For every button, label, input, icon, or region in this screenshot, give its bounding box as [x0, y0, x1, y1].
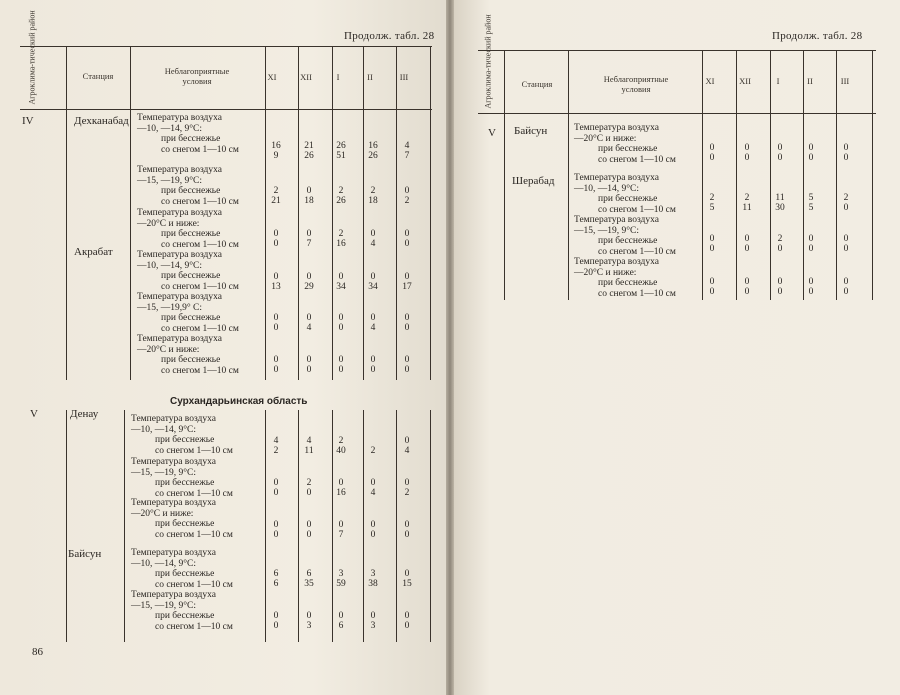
table-cell-value: 2 — [306, 478, 312, 488]
condition-line: —10, —14, 9°С: — [574, 183, 640, 194]
table-cell-value: 26 — [336, 196, 346, 206]
zone-label: IV — [22, 115, 34, 127]
table-cell-value: 0 — [404, 355, 410, 365]
table-cell-value: 0 — [843, 153, 849, 163]
condition-line: при бесснежье — [161, 271, 221, 281]
table-cell-value: 0 — [404, 478, 410, 488]
condition-line: Температура воздуха — [137, 250, 222, 260]
condition-line: со снегом 1—10 см — [155, 579, 233, 590]
table-cell-value: 0 — [338, 323, 344, 333]
month-column-line — [872, 50, 873, 300]
table-cell-value: 35 — [304, 579, 314, 589]
table-cell-value: 38 — [368, 579, 378, 589]
table-cell-value: 0 — [306, 365, 312, 375]
condition-line: при бесснежье — [155, 478, 215, 488]
station-column-line-top — [130, 46, 131, 380]
table-cell-value: 7 — [404, 151, 410, 161]
condition-line: Температура воздуха — [574, 257, 659, 267]
condition-line: —20°С и ниже: — [137, 344, 200, 355]
condition-line: Температура воздуха — [137, 292, 222, 302]
condition-line: Температура воздуха — [137, 165, 222, 175]
condition-line: со снегом 1—10 см — [161, 281, 239, 292]
condition-line: при бесснежье — [598, 194, 658, 204]
table-cell-value: 21 — [304, 141, 314, 151]
table-cell-value: 0 — [306, 488, 312, 498]
table-cell-value: 11 — [742, 203, 752, 213]
condition-line: со снегом 1—10 см — [161, 365, 239, 376]
table-cell-value: 0 — [404, 520, 410, 530]
table-cell-value: 2 — [404, 196, 410, 206]
table-cell-value: 2 — [338, 186, 344, 196]
condition-line: при бесснежье — [155, 569, 215, 579]
table-cell-value: 2 — [338, 436, 344, 446]
table-cell-value: 0 — [338, 520, 344, 530]
condition-line: при бесснежье — [155, 519, 215, 529]
header-month: XI — [267, 72, 277, 82]
table-cell-value: 4 — [370, 323, 376, 333]
table-cell-value: 2 — [777, 234, 783, 244]
region-heading: Сурхандарьинская область — [170, 396, 308, 407]
table-cell-value: 34 — [368, 282, 378, 292]
condition-line: —10, —14, 9°С: — [131, 424, 197, 435]
table-cell-value: 0 — [273, 272, 279, 282]
condition-text — [137, 334, 239, 376]
table-cell-value: 0 — [306, 611, 312, 621]
table-cell-value: 0 — [709, 277, 715, 287]
table-cell-value: 29 — [304, 282, 314, 292]
page-number: 86 — [32, 646, 43, 658]
table-cell-value: 3 — [370, 621, 376, 631]
condition-line: со снегом 1—10 см — [155, 621, 233, 632]
header-station: Станция — [521, 79, 553, 89]
condition-text — [574, 257, 676, 299]
condition-text — [131, 498, 233, 540]
table-cell-value: 0 — [306, 272, 312, 282]
condition-line: Температура воздуха — [131, 414, 216, 424]
table-cell-value: 2 — [744, 193, 750, 203]
month-column-line — [363, 410, 364, 642]
table-cell-value: 0 — [338, 272, 344, 282]
zone-column-line-top — [66, 46, 67, 380]
station-column-line — [568, 50, 569, 300]
table-cell-value: 0 — [744, 153, 750, 163]
table-cell-value: 26 — [336, 141, 346, 151]
table-cell-value: 6 — [338, 621, 344, 631]
header-month: II — [807, 76, 813, 86]
table-cell-value: 11 — [775, 193, 785, 203]
table-cell-value: 0 — [777, 277, 783, 287]
table-header-rule — [478, 113, 876, 114]
table-cell-value: 0 — [744, 244, 750, 254]
header-zone: Агроклима-тический район — [27, 10, 37, 105]
condition-text — [137, 165, 239, 207]
condition-line: —10, —14, 9°С: — [131, 558, 197, 569]
table-cell-value: 0 — [273, 355, 279, 365]
table-cell-value: 2 — [843, 193, 849, 203]
condition-line: —15, —19, 9°С: — [131, 600, 197, 611]
zone-label: V — [30, 408, 38, 420]
condition-line: —15, —19, 9°С: — [137, 175, 203, 186]
table-cell-value: 16 — [336, 239, 346, 249]
table-cell-value: 21 — [271, 196, 281, 206]
left-page — [0, 0, 446, 695]
condition-line: —15, —19, 9°С: — [574, 225, 640, 236]
month-column-line — [702, 50, 703, 300]
header-conditions-1: Неблагоприятные — [164, 66, 230, 76]
condition-line: со снегом 1—10 см — [155, 488, 233, 499]
table-cell-value: 0 — [744, 277, 750, 287]
condition-line: со снегом 1—10 см — [155, 445, 233, 456]
condition-text — [137, 292, 239, 334]
table-cell-value: 0 — [404, 229, 410, 239]
table-cell-value: 0 — [404, 436, 410, 446]
table-cell-value: 3 — [370, 569, 376, 579]
header-month: I — [336, 72, 340, 82]
table-cell-value: 51 — [336, 151, 346, 161]
table-cell-value: 0 — [404, 323, 410, 333]
table-cell-value: 7 — [338, 530, 344, 540]
table-cell-value: 0 — [808, 287, 814, 297]
condition-line: со снегом 1—10 см — [155, 529, 233, 540]
table-cell-value: 30 — [775, 203, 785, 213]
table-cell-value: 0 — [338, 611, 344, 621]
table-cell-value: 0 — [273, 488, 279, 498]
table-cell-value: 0 — [370, 272, 376, 282]
header-month: XII — [300, 72, 312, 82]
table-cell-value: 0 — [404, 569, 410, 579]
condition-line: Температура воздуха — [131, 548, 216, 558]
table-cell-value: 5 — [808, 203, 814, 213]
table-cell-value: 26 — [368, 151, 378, 161]
continuation-title: Продолж. табл. 28 — [772, 30, 863, 42]
month-column-line — [430, 410, 431, 642]
table-cell-value: 0 — [404, 365, 410, 375]
table-cell-value: 0 — [709, 234, 715, 244]
month-column-line — [396, 410, 397, 642]
table-cell-value: 34 — [336, 282, 346, 292]
zone-column-line — [504, 50, 505, 300]
table-cell-value: 0 — [404, 239, 410, 249]
table-cell-value: 0 — [306, 355, 312, 365]
table-cell-value: 2 — [709, 193, 715, 203]
header-zone: Агроклима-тический район — [483, 14, 493, 109]
zone-label: V — [488, 127, 496, 139]
table-cell-value: 0 — [370, 355, 376, 365]
table-cell-value: 4 — [306, 323, 312, 333]
table-cell-value: 0 — [744, 143, 750, 153]
condition-line: Температура воздуха — [131, 498, 216, 508]
table-cell-value: 2 — [370, 186, 376, 196]
table-cell-value: 3 — [338, 569, 344, 579]
header-conditions-2: условия — [621, 84, 651, 94]
condition-text — [574, 173, 676, 215]
condition-line: —20°С и ниже: — [574, 133, 637, 144]
condition-text — [137, 250, 239, 292]
table-cell-value: 0 — [843, 244, 849, 254]
header-month: III — [399, 72, 409, 82]
table-cell-value: 7 — [306, 239, 312, 249]
condition-line: Температура воздуха — [131, 590, 216, 600]
table-cell-value: 2 — [404, 488, 410, 498]
condition-line: Температура воздуха — [131, 457, 216, 467]
table-cell-value: 2 — [338, 229, 344, 239]
table-cell-value: 0 — [808, 143, 814, 153]
header-month: XI — [705, 76, 715, 86]
table-cell-value: 0 — [843, 143, 849, 153]
table-header-rule — [20, 109, 432, 110]
table-cell-value: 0 — [338, 355, 344, 365]
table-cell-value: 0 — [709, 143, 715, 153]
condition-line: Температура воздуха — [137, 334, 222, 344]
condition-line: Температура воздуха — [574, 123, 659, 133]
table-cell-value: 13 — [271, 282, 281, 292]
table-cell-value: 0 — [404, 313, 410, 323]
table-cell-value: 0 — [273, 611, 279, 621]
condition-line: при бесснежье — [155, 435, 215, 445]
condition-line: —15, —19,9° С: — [137, 302, 203, 313]
station-name: Акрабат — [74, 246, 113, 258]
table-cell-value: 40 — [336, 446, 346, 456]
table-cell-value: 0 — [744, 287, 750, 297]
table-cell-value: 4 — [370, 239, 376, 249]
table-cell-value: 0 — [709, 287, 715, 297]
condition-line: при бесснежье — [161, 355, 221, 365]
condition-line: со снегом 1—10 см — [161, 323, 239, 334]
zone-column-line-bottom — [66, 410, 67, 642]
condition-line: при бесснежье — [161, 229, 221, 239]
condition-line: со снегом 1—10 см — [598, 154, 676, 165]
table-cell-value: 4 — [306, 436, 312, 446]
table-cell-value: 0 — [370, 365, 376, 375]
table-cell-value: 0 — [777, 153, 783, 163]
table-cell-value: 0 — [338, 313, 344, 323]
condition-text — [574, 215, 676, 257]
table-cell-value: 0 — [306, 229, 312, 239]
table-cell-value: 0 — [273, 323, 279, 333]
table-cell-value: 0 — [273, 229, 279, 239]
table-cell-value: 0 — [306, 520, 312, 530]
month-column-line — [736, 50, 737, 300]
condition-line: при бесснежье — [161, 134, 221, 144]
continuation-title: Продолж. табл. 28 — [344, 30, 435, 42]
header-conditions-2: условия — [182, 76, 212, 86]
table-cell-value: 0 — [338, 478, 344, 488]
condition-line: —10, —14, 9°С: — [137, 123, 203, 134]
table-cell-value: 2 — [273, 446, 279, 456]
table-cell-value: 0 — [370, 611, 376, 621]
table-cell-value: 18 — [368, 196, 378, 206]
condition-text — [574, 123, 676, 165]
table-cell-value: 5 — [808, 193, 814, 203]
table-cell-value: 0 — [273, 478, 279, 488]
table-cell-value: 0 — [273, 621, 279, 631]
station-name: Дехканабад — [74, 115, 129, 127]
table-cell-value: 9 — [273, 151, 279, 161]
condition-line: со снегом 1—10 см — [598, 288, 676, 299]
condition-line: при бесснежье — [598, 278, 658, 288]
table-cell-value: 0 — [843, 234, 849, 244]
month-column-line — [770, 50, 771, 300]
table-cell-value: 0 — [843, 287, 849, 297]
table-cell-value: 0 — [777, 287, 783, 297]
header-station: Станция — [82, 71, 114, 81]
table-cell-value: 0 — [306, 186, 312, 196]
table-top-rule — [20, 46, 432, 47]
table-cell-value: 0 — [370, 530, 376, 540]
condition-text — [137, 113, 239, 155]
table-cell-value: 0 — [808, 244, 814, 254]
table-cell-value: 0 — [273, 530, 279, 540]
table-cell-value: 0 — [709, 244, 715, 254]
table-cell-value: 2 — [273, 186, 279, 196]
condition-line: при бесснежье — [155, 611, 215, 621]
condition-line: при бесснежье — [598, 144, 658, 154]
table-cell-value: 0 — [404, 530, 410, 540]
station-name: Байсун — [68, 548, 102, 560]
table-cell-value: 0 — [306, 313, 312, 323]
month-column-line — [396, 46, 397, 380]
table-cell-value: 2 — [370, 446, 376, 456]
condition-line: при бесснежье — [598, 236, 658, 246]
table-cell-value: 11 — [304, 446, 314, 456]
header-month: XII — [739, 76, 751, 86]
table-cell-value: 0 — [843, 203, 849, 213]
table-cell-value: 59 — [336, 579, 346, 589]
table-cell-value: 0 — [404, 272, 410, 282]
condition-text — [131, 548, 233, 590]
table-cell-value: 4 — [404, 141, 410, 151]
condition-line: Температура воздуха — [137, 208, 222, 218]
condition-line: —20°С и ниже: — [574, 267, 637, 278]
condition-line: —20°С и ниже: — [137, 218, 200, 229]
month-column-line — [430, 46, 431, 380]
table-cell-value: 0 — [404, 186, 410, 196]
table-cell-value: 0 — [744, 234, 750, 244]
condition-line: при бесснежье — [161, 313, 221, 323]
table-cell-value: 15 — [402, 579, 412, 589]
condition-line: —20°С и ниже: — [131, 508, 194, 519]
table-cell-value: 6 — [306, 569, 312, 579]
table-cell-value: 3 — [306, 621, 312, 631]
table-cell-value: 0 — [777, 143, 783, 153]
table-cell-value: 0 — [273, 313, 279, 323]
condition-line: Температура воздуха — [574, 173, 659, 183]
table-cell-value: 16 — [271, 141, 281, 151]
table-cell-value: 26 — [304, 151, 314, 161]
condition-line: со снегом 1—10 см — [598, 204, 676, 215]
table-cell-value: 16 — [336, 488, 346, 498]
table-cell-value: 0 — [370, 520, 376, 530]
table-cell-value: 4 — [370, 488, 376, 498]
header-month: I — [776, 76, 780, 86]
condition-line: при бесснежье — [161, 186, 221, 196]
table-cell-value: 0 — [338, 365, 344, 375]
table-cell-value: 0 — [808, 153, 814, 163]
table-cell-value: 0 — [777, 244, 783, 254]
table-cell-value: 17 — [402, 282, 412, 292]
station-column-line-bottom — [124, 410, 125, 642]
table-cell-value: 4 — [273, 436, 279, 446]
condition-line: со снегом 1—10 см — [161, 196, 239, 207]
table-cell-value: 0 — [370, 313, 376, 323]
table-cell-value: 16 — [368, 141, 378, 151]
table-cell-value: 0 — [370, 229, 376, 239]
condition-text — [131, 457, 233, 499]
condition-line: со снегом 1—10 см — [598, 246, 676, 257]
table-cell-value: 0 — [273, 239, 279, 249]
table-cell-value: 0 — [273, 520, 279, 530]
condition-line: Температура воздуха — [137, 113, 222, 123]
month-column-line — [265, 46, 266, 380]
month-column-line — [363, 46, 364, 380]
condition-line: —10, —14, 9°С: — [137, 260, 203, 271]
condition-text — [137, 208, 239, 250]
header-month: II — [367, 72, 373, 82]
table-cell-value: 0 — [306, 530, 312, 540]
book-gutter — [446, 0, 454, 695]
condition-line: Температура воздуха — [574, 215, 659, 225]
table-cell-value: 6 — [273, 569, 279, 579]
table-cell-value: 0 — [273, 365, 279, 375]
table-top-rule — [478, 50, 876, 51]
table-cell-value: 0 — [370, 478, 376, 488]
month-column-line — [836, 50, 837, 300]
header-conditions-1: Неблагоприятные — [603, 74, 669, 84]
table-cell-value: 0 — [709, 153, 715, 163]
table-cell-value: 5 — [709, 203, 715, 213]
station-name: Денау — [70, 408, 99, 420]
month-column-line — [803, 50, 804, 300]
month-column-line — [298, 410, 299, 642]
table-cell-value: 18 — [304, 196, 314, 206]
condition-text — [131, 414, 233, 456]
condition-line: со снегом 1—10 см — [161, 239, 239, 250]
right-page — [454, 0, 900, 695]
condition-line: со снегом 1—10 см — [161, 144, 239, 155]
table-cell-value: 0 — [404, 611, 410, 621]
station-name: Шерабад — [512, 175, 555, 187]
table-cell-value: 6 — [273, 579, 279, 589]
table-cell-value: 0 — [404, 621, 410, 631]
month-column-line — [298, 46, 299, 380]
table-cell-value: 4 — [404, 446, 410, 456]
table-cell-value: 0 — [808, 277, 814, 287]
condition-text — [131, 590, 233, 632]
station-name: Байсун — [514, 125, 548, 137]
header-month: III — [840, 76, 850, 86]
month-column-line — [265, 410, 266, 642]
condition-line: —15, —19, 9°С: — [131, 467, 197, 478]
table-cell-value: 0 — [843, 277, 849, 287]
table-cell-value: 0 — [808, 234, 814, 244]
